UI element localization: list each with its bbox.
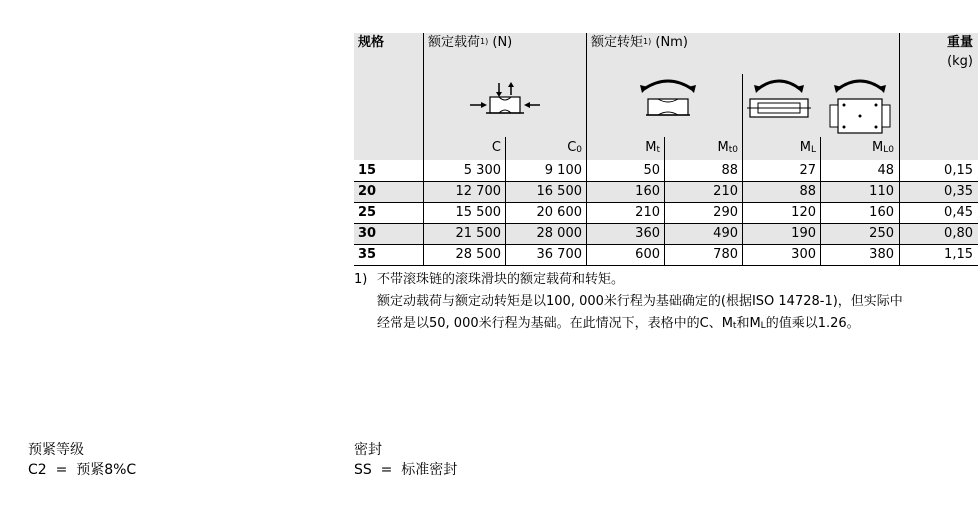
cell-weight: 0,15 [944, 163, 973, 178]
row-divider [354, 265, 978, 266]
divider [505, 137, 506, 160]
table-row [354, 223, 978, 244]
cell-c: 5 300 [463, 163, 501, 178]
cell-ml: 120 [791, 205, 816, 220]
table-row [354, 202, 978, 223]
cell-c0: 36 700 [536, 247, 582, 262]
divider [899, 160, 900, 265]
cell-size: 35 [358, 247, 377, 262]
cell-weight: 1,15 [944, 247, 973, 262]
table-row [354, 160, 978, 181]
row-divider [354, 202, 978, 203]
preload-title: 预紧等级 [28, 442, 84, 458]
cell-mt: 210 [635, 205, 660, 220]
cell-size: 25 [358, 205, 377, 220]
cell-mt0: 290 [713, 205, 738, 220]
seal-title: 密封 [354, 442, 382, 458]
cell-ml0: 380 [869, 247, 894, 262]
divider [505, 160, 506, 265]
divider [586, 33, 587, 160]
divider [664, 137, 665, 160]
longitudinal-moment-top-icon [824, 75, 896, 135]
divider [586, 160, 587, 265]
seal-value: SS = 标准密封 [354, 462, 458, 478]
table-row [354, 181, 978, 202]
cell-mt: 600 [635, 247, 660, 262]
radial-load-icon [466, 81, 546, 125]
divider [820, 137, 821, 160]
cell-ml: 300 [791, 247, 816, 262]
divider [423, 160, 424, 265]
cell-size: 15 [358, 163, 377, 178]
footnote-line1: 不带滚珠链的滚珠滑块的额定载荷和转矩。 [377, 272, 625, 287]
cell-weight: 0,80 [944, 226, 973, 241]
cell-size: 30 [358, 226, 377, 241]
cell-mt0: 88 [721, 163, 738, 178]
cell-weight: 0,45 [944, 205, 973, 220]
cell-mt: 50 [643, 163, 660, 178]
header-weight: 重量 [946, 35, 973, 50]
footnote-line2: 额定动载荷与额定动转矩是以100, 000米行程为基础确定的(根据ISO 14728-1)，但实际中 [377, 294, 903, 309]
subheader-mt0: $M_{t0}$ [717, 140, 738, 155]
footnote-marker: 1) [354, 272, 368, 287]
divider [820, 160, 821, 265]
cell-c0: 20 600 [536, 205, 582, 220]
cell-weight: 0,35 [944, 184, 973, 199]
header-load: 额定载荷$^{1)}$ (N) [428, 35, 513, 50]
footnote-line3: 经常是以50, 000米行程为基础。在此情况下，表格中的C、$M_t$和$M_L$的值乘以1.26。 [377, 316, 860, 331]
subheader-c: C [491, 140, 501, 155]
cell-mt: 360 [635, 226, 660, 241]
cell-ml: 88 [799, 184, 816, 199]
subheader-mt: $M_t$ [645, 140, 660, 155]
cell-c: 21 500 [455, 226, 501, 241]
subheader-c0: $C_0$ [567, 140, 582, 155]
cell-mt0: 210 [713, 184, 738, 199]
preload-value: C2 = 预紧8%C [28, 462, 137, 478]
cell-c0: 16 500 [536, 184, 582, 199]
cell-ml: 190 [791, 226, 816, 241]
longitudinal-moment-icon [746, 75, 812, 125]
header-torque: 额定转矩$^{1)}$ (Nm) [591, 35, 688, 50]
divider [742, 160, 743, 265]
cell-ml0: 160 [869, 205, 894, 220]
divider [423, 33, 424, 160]
cell-mt0: 490 [713, 226, 738, 241]
cell-c: 15 500 [455, 205, 501, 220]
row-divider [354, 181, 978, 182]
cell-c: 28 500 [455, 247, 501, 262]
row-divider [354, 244, 978, 245]
cell-size: 20 [358, 184, 377, 199]
divider [742, 74, 743, 160]
cell-c: 12 700 [455, 184, 501, 199]
cell-ml0: 250 [869, 226, 894, 241]
divider [664, 160, 665, 265]
divider [899, 33, 900, 160]
spec-table [354, 33, 978, 265]
subheader-ml0: $M_{L0}$ [872, 140, 894, 155]
torsion-moment-icon [636, 75, 700, 125]
row-divider [354, 223, 978, 224]
table-row [354, 244, 978, 265]
cell-ml0: 48 [877, 163, 894, 178]
cell-c0: 28 000 [536, 226, 582, 241]
subheader-ml: $M_L$ [799, 140, 816, 155]
cell-mt: 160 [635, 184, 660, 199]
header-size: 规格 [358, 35, 385, 50]
cell-c0: 9 100 [544, 163, 582, 178]
cell-ml: 27 [799, 163, 816, 178]
cell-ml0: 110 [869, 184, 894, 199]
header-weight-unit: (kg) [947, 54, 973, 69]
cell-mt0: 780 [713, 247, 738, 262]
